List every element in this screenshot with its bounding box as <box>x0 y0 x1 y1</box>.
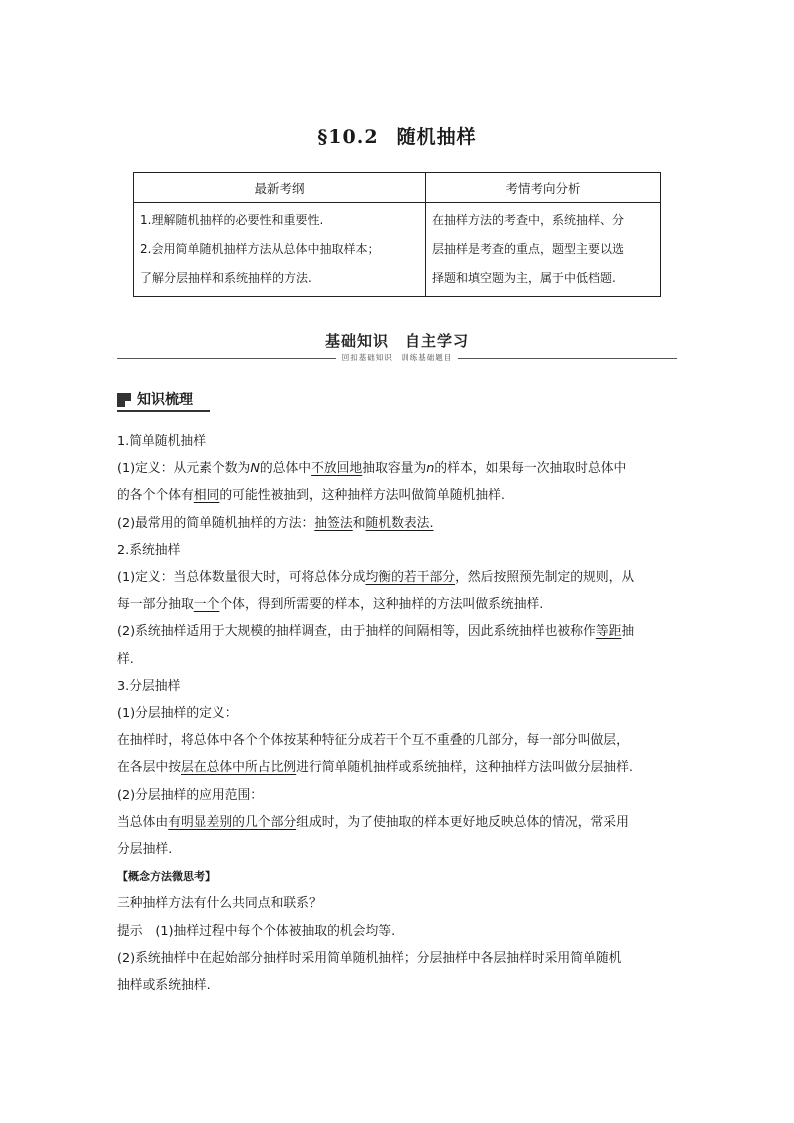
s1-p1b: 的各个个体有相同的可能性被抽到，这种抽样方法叫做简单随机抽样. <box>117 488 505 504</box>
section-title: 随机抽样 <box>396 126 477 148</box>
think-tag: 【概念方法微思考】 <box>117 870 216 884</box>
s2-p2: (2)系统抽样适用于大规模的抽样调查，由于抽样的间隔相等，因此系统抽样也被称作等距抽 <box>117 624 635 640</box>
s3-p2: (2)分层抽样的应用范围： <box>117 787 264 803</box>
section-number: §10.2 <box>317 126 379 148</box>
s3-title: 3.分层抽样 <box>117 678 181 694</box>
s3-p2b: 当总体由有明显差别的几个部分组成时，为了使抽取的样本更好地反映总体的情况，常采用 <box>117 814 629 830</box>
hint-label: 提示 <box>117 923 143 939</box>
think-hint-2b: 抽样或系统抽样. <box>117 978 211 994</box>
think-hint: 提示 (1)抽样过程中每个个体被抽取的机会均等. <box>117 923 396 939</box>
s3-p2c: 分层抽样. <box>117 842 173 858</box>
exam-requirements-table <box>133 172 661 297</box>
syllabus-cell <box>134 203 426 297</box>
analysis-line: 在抽样方法的考查中，系统抽样、分 <box>432 213 625 227</box>
syllabus-line: 2.会用简单随机抽样方法从总体中抽取样本； <box>140 242 380 256</box>
s1-p2: (2)最常用的简单随机抽样的方法：抽签法和随机数表法. <box>117 515 434 531</box>
analysis-line: 层抽样是考查的重点，题型主要以选 <box>432 242 625 256</box>
knowledge-heading <box>117 390 197 410</box>
think-question: 三种抽样方法有什么共同点和联系？ <box>117 896 322 912</box>
syllabus-line: 1.理解随机抽样的必要性和重要性. <box>140 213 324 227</box>
square-bullet-icon <box>117 393 131 407</box>
think-hint-2: (2)系统抽样中在起始部分抽样时采用简单随机抽样；分层抽样中各层抽样时采用简单随机 <box>117 950 622 966</box>
s1-p1: (1)定义：从元素个数为N的总体中不放回地抽取容量为n的样本，如果每一次抽取时总体中 <box>117 461 627 477</box>
s1-title: 1.简单随机抽样 <box>117 434 206 449</box>
band-subtitle: 回扣基础知识 训练基础题目 <box>336 353 459 362</box>
analysis-line: 择题和填空题为主，属于中低档题. <box>432 271 616 285</box>
syllabus-line: 了解分层抽样和系统抽样的方法. <box>140 271 312 285</box>
analysis-cell <box>426 203 661 297</box>
heading-underline <box>117 410 210 412</box>
s3-p1b: 在抽样时，将总体中各个个体按某种特征分成若干个互不重叠的几部分，每一部分叫做层， <box>117 733 629 749</box>
s2-p2b: 样. <box>117 651 134 667</box>
s3-p1c: 在各层中按层在总体中所占比例进行简单随机抽样或系统抽样，这种抽样方法叫做分层抽样. <box>117 760 633 776</box>
knowledge-heading-label: 知识梳理 <box>137 392 193 408</box>
col2-header: 考情考向分析 <box>426 173 661 203</box>
page-title <box>0 122 794 149</box>
s3-p1: (1)分层抽样的定义： <box>117 706 238 722</box>
s2-title: 2.系统抽样 <box>117 542 181 558</box>
col1-header: 最新考纲 <box>134 173 426 203</box>
band-subtitle-wrap <box>0 352 794 363</box>
knowledge-body <box>117 428 681 999</box>
s2-p1: (1)定义：当总体数量很大时，可将总体分成均衡的若干部分，然后按照预先制定的规则，从 <box>117 570 635 586</box>
band-title: 基础知识 自主学习 <box>324 332 469 350</box>
s2-p1b: 每一部分抽取一个个体，得到所需要的样本，这种抽样的方法叫做系统抽样. <box>117 597 544 613</box>
